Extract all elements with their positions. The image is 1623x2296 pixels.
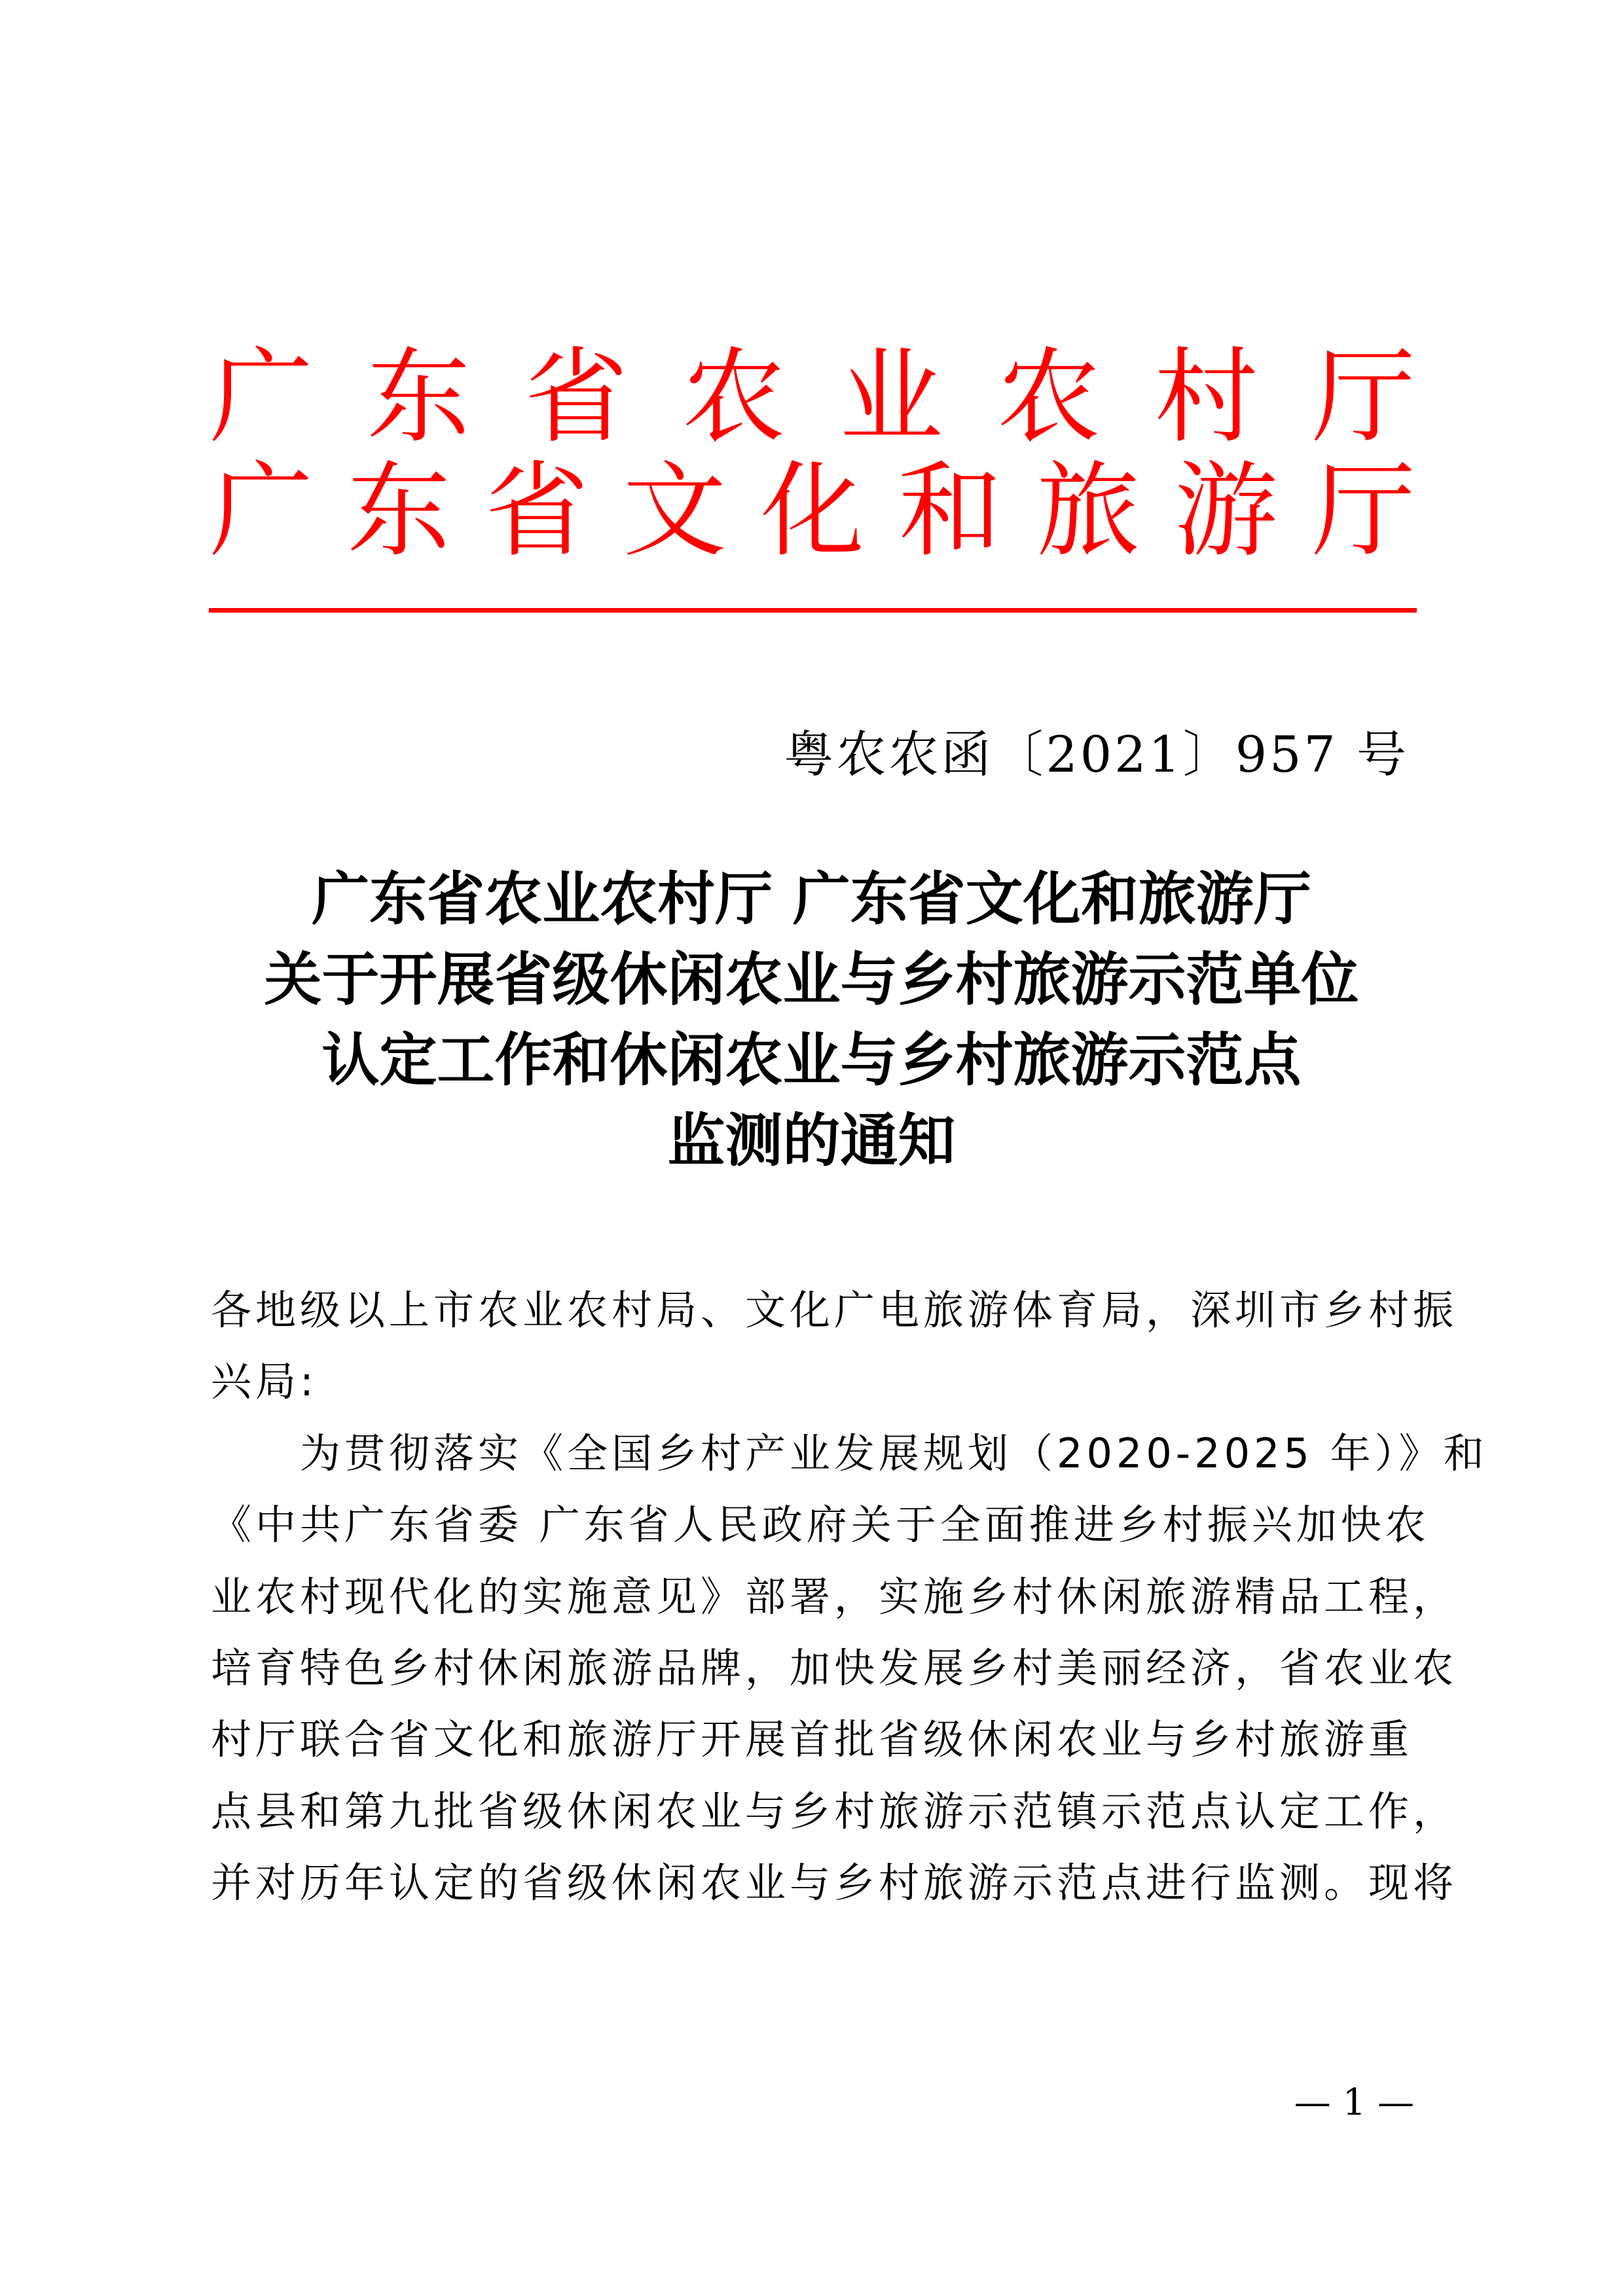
body-paragraph-line: 《中共广东省委 广东省人民政府关于全面推进乡村振兴加快农 — [211, 1501, 1430, 1549]
masthead-char: 东 — [367, 337, 471, 457]
masthead-char: 省 — [524, 337, 629, 457]
masthead-char: 游 — [1174, 451, 1278, 571]
title-line: 认定工作和休闲农业与乡村旅游示范点 — [321, 1026, 1302, 1094]
masthead-culture-tourism-department — [210, 451, 1415, 571]
body-paragraph-line: 点县和第九批省级休闲农业与乡村旅游示范镇示范点认定工作， — [211, 1787, 1458, 1835]
masthead-char: 东 — [347, 451, 451, 571]
body-paragraph-line: 为贯彻落实《全国乡村产业发展规划（2020-2025 年）》和 — [300, 1429, 1488, 1477]
body-paragraph-line: 培育特色乡村休闲旅游品牌，加快发展乡村美丽经济，省农业农 — [211, 1643, 1458, 1692]
body-paragraph-line: 业农村现代化的实施意见》部署，实施乡村休闲旅游精品工程， — [211, 1572, 1458, 1621]
red-divider-rule — [209, 608, 1417, 613]
masthead-char: 村 — [1154, 337, 1258, 457]
title-line: 监测的通知 — [667, 1106, 956, 1174]
masthead-char: 农 — [996, 337, 1101, 457]
masthead-char: 厅 — [1311, 337, 1415, 457]
title-line: 广东省农业农村厅 广东省文化和旅游厅 — [312, 865, 1311, 933]
page-number: — 1 — — [1294, 2081, 1414, 2124]
masthead-char: 农 — [682, 337, 786, 457]
masthead-char: 省 — [485, 451, 589, 571]
body-paragraph-line: 并对历年认定的省级休闲农业与乡村旅游示范点进行监测。现将 — [211, 1859, 1458, 1907]
masthead-char: 业 — [839, 337, 943, 457]
masthead-char: 厅 — [1312, 451, 1415, 571]
masthead-agriculture-department — [210, 337, 1415, 457]
masthead-char: 化 — [761, 451, 864, 571]
masthead-char: 广 — [210, 337, 313, 457]
masthead-char: 广 — [210, 451, 313, 571]
document-body — [211, 1274, 1488, 1919]
masthead-char: 旅 — [1036, 451, 1140, 571]
addressee-line: 各地级以上市农业农村局、文化广电旅游体育局，深圳市乡村振 — [211, 1286, 1458, 1334]
masthead-char: 和 — [898, 451, 1002, 571]
addressee-line: 兴局: — [211, 1357, 318, 1406]
document-title — [0, 859, 1623, 1181]
body-paragraph-line: 村厅联合省文化和旅游厅开展首批省级休闲农业与乡村旅游重 — [211, 1715, 1413, 1764]
masthead-char: 文 — [623, 451, 727, 571]
document-number: 粤农农函〔2021〕957 号 — [784, 725, 1409, 783]
title-line: 关于开展省级休闲农业与乡村旅游示范单位 — [264, 945, 1359, 1013]
